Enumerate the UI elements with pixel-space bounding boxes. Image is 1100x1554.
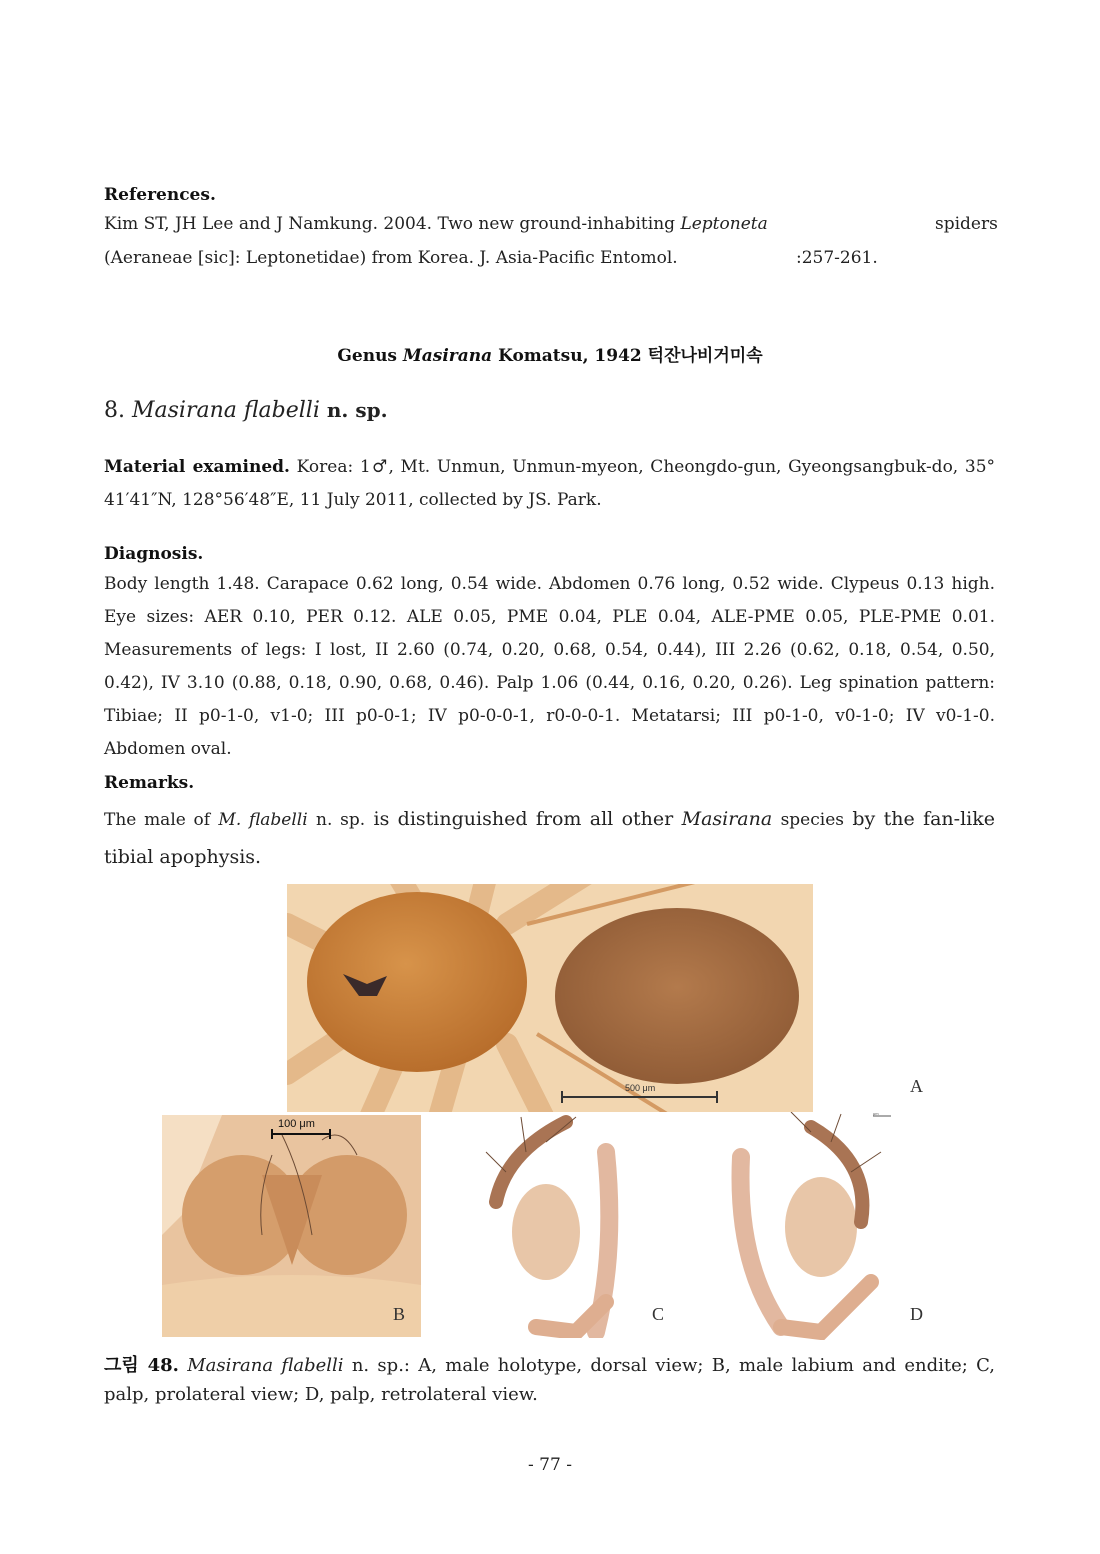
remarks-heading: Remarks.	[104, 773, 195, 793]
genus-heading: Genus Masirana Komatsu, 1942 턱잔나비거미속	[337, 346, 763, 366]
figure-panel-c	[466, 1112, 638, 1338]
figure-label-a: A	[910, 1076, 923, 1096]
figure-caption: 그림 48. Masirana flabelli n. sp.: A, male holotype, dorsal view; B, male labium and endite; C, palp, prolateral view; D, palp, retrolateral view.	[104, 1355, 995, 1405]
figure-label-d: D	[910, 1304, 923, 1324]
material-examined: Material examined. Korea: 1♂, Mt. Unmun, Unmun-myeon, Cheongdo-gun, Gyeongsangbuk-do, 35° 41′41″N, 128°56′48″E, 11 July 2011, collected by JS. Park.	[104, 457, 996, 510]
figure-panel-d	[721, 1112, 896, 1340]
scale-bar-b-label: 100 μm	[278, 1118, 315, 1130]
reference-pages: :257-261.	[796, 248, 878, 268]
diagnosis-heading: Diagnosis.	[104, 544, 204, 564]
palp-prolateral-illustration	[466, 1112, 638, 1338]
reference-line-1: Kim ST, JH Lee and J Namkung. 2004. Two new ground-inhabiting Leptoneta	[104, 214, 768, 234]
species-heading: 8. Masirana flabelli n. sp.	[104, 398, 388, 423]
figure-label-c: C	[652, 1304, 665, 1324]
labium-endite-illustration	[162, 1115, 421, 1337]
palp-retrolateral-illustration	[721, 1112, 896, 1340]
reference-spiders: spiders	[935, 214, 998, 234]
figure-label-b: B	[393, 1304, 406, 1324]
diagnosis-text: Body length 1.48. Carapace 0.62 long, 0.54 wide. Abdomen 0.76 long, 0.52 wide. Clypeus 0.13 high. Eye sizes: AER 0.10, PER 0.12. ALE 0.05, PME 0.04, PLE 0.04, ALE-PME 0.05, PLE-PME 0.01. Measurements of legs: I lost, II 2.60 (0.74, 0.20, 0.68, 0.54, 0.44), III 2.26 (0.62, 0.18, 0.54, 0.50, 0.42), IV 3.10 (0.88, 0.18, 0.90, 0.68, 0.46). Palp 1.06 (0.44, 0.16, 0.20, 0.26). Leg spination pattern: Tibiae; II p0-1-0, v1-0; III p0-0-1; IV p0-0-0-1, r0-0-0-1. Metatarsi; III p0-1-0, v0-1-0; IV v0-1-0. Abdomen oval.	[104, 574, 995, 759]
page-number: - 77 -	[528, 1455, 572, 1475]
figure-panel-a	[287, 884, 813, 1112]
scale-bar-d-label: μm	[873, 1112, 879, 1116]
figure-panel-b	[162, 1115, 421, 1337]
reference-line-2: (Aeraneae [sic]: Leptonetidae) from Korea. J. Asia-Pacific Entomol.	[104, 248, 678, 268]
references-heading: References.	[104, 185, 216, 205]
scale-bar-a-label: 500 μm	[625, 1083, 656, 1093]
spider-dorsal-illustration	[287, 884, 813, 1112]
remarks-text: The male of M. flabelli n. sp. is distinguished from all other Masirana species by the fan-like tibial apophysis.	[104, 808, 995, 868]
